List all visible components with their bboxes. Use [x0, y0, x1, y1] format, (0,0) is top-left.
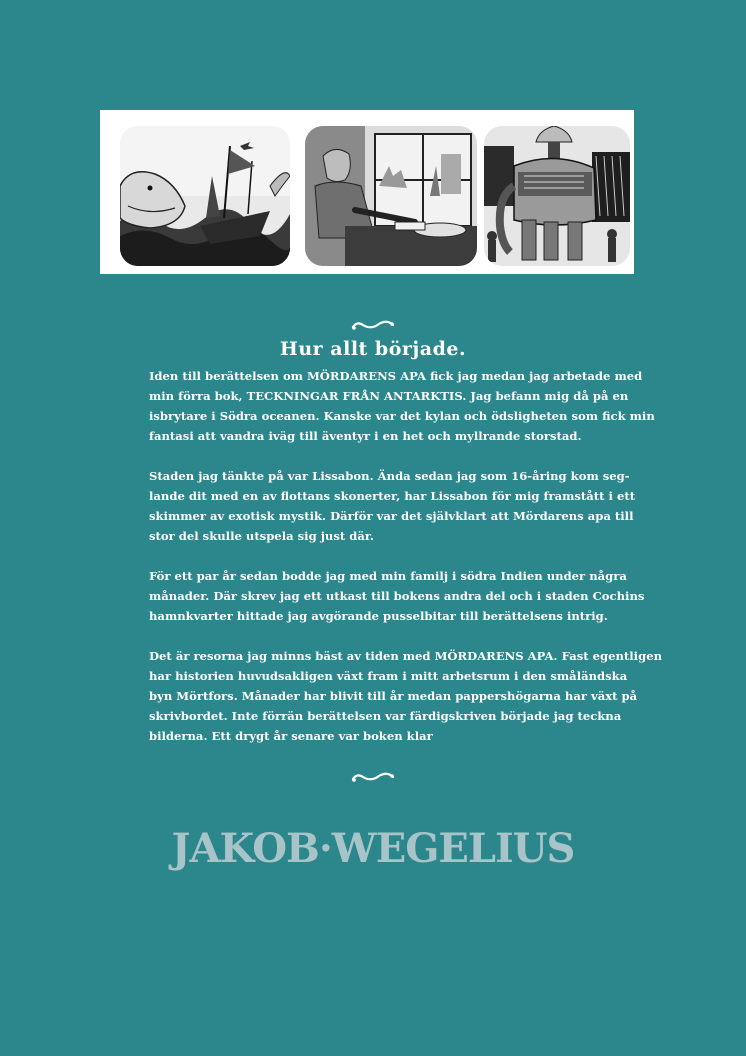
text-line: hamnkvarter hittade jag avgörande pusselbitar till berättelsens intrig. [149, 609, 608, 623]
story-text [149, 366, 662, 746]
text-line: månader. Där skrev jag ett utkast till bokens andra del och i staden Cochins [149, 589, 645, 603]
text-line: isbrytare i Södra oceanen. Kanske var det kylan och ödsligheten som fick min [149, 409, 655, 423]
text-line: För ett par år sedan bodde jag med min familj i södra Indien under några [149, 569, 627, 583]
paragraph-3 [149, 566, 645, 626]
illustration-elephant-procession [484, 126, 630, 266]
illustration-man-at-window [305, 126, 477, 266]
text-line: fantasi att vandra iväg till äventyr i en het och myllrande storstad. [149, 429, 582, 443]
text-line: min förra bok, TECKNINGAR FRÅN ANTARKTIS. Jag befann mig då på en [149, 389, 629, 403]
paragraph-1 [149, 366, 655, 446]
author-logo: JAKOB·WEGELIUS [171, 825, 575, 872]
bottom-swash-ornament [351, 771, 395, 783]
text-line: byn Mörtfors. Månader har blivit till år medan pappershögarna har växt på [149, 689, 638, 703]
text-line: har historien huvudsakligen växt fram i mitt arbetsrum i den småländska [149, 669, 628, 683]
text-line: skrivbordet. Inte förrän berättelsen var färdigskriven började jag teckna [149, 709, 622, 723]
illustration-whale-ship [120, 126, 290, 266]
text-line: Det är resorna jag minns bäst av tiden med MÖRDARENS APA. Fast egentligen [149, 649, 662, 663]
text-line: Staden jag tänkte på var Lissabon. Ända sedan jag som 16-åring kom seg- [149, 469, 630, 483]
text-line: bilderna. Ett drygt år senare var boken klar [149, 729, 433, 743]
paragraph-2 [149, 466, 636, 546]
text-line: Iden till berättelsen om MÖRDARENS APA fick jag medan jag arbetade med [149, 369, 643, 383]
text-line: skimmer av exotisk mystik. Därför var det självklart att Mördarens apa till [149, 509, 634, 523]
page-heading: Hur allt började. [279, 338, 467, 360]
top-swash-ornament [351, 319, 395, 331]
text-line: stor del skulle utspela sig just där. [149, 529, 374, 543]
text-line: lande dit med en av flottans skonerter, har Lissabon för mig framstått i ett [149, 489, 636, 503]
illustration-banner [100, 110, 634, 274]
paragraph-4 [149, 646, 662, 746]
